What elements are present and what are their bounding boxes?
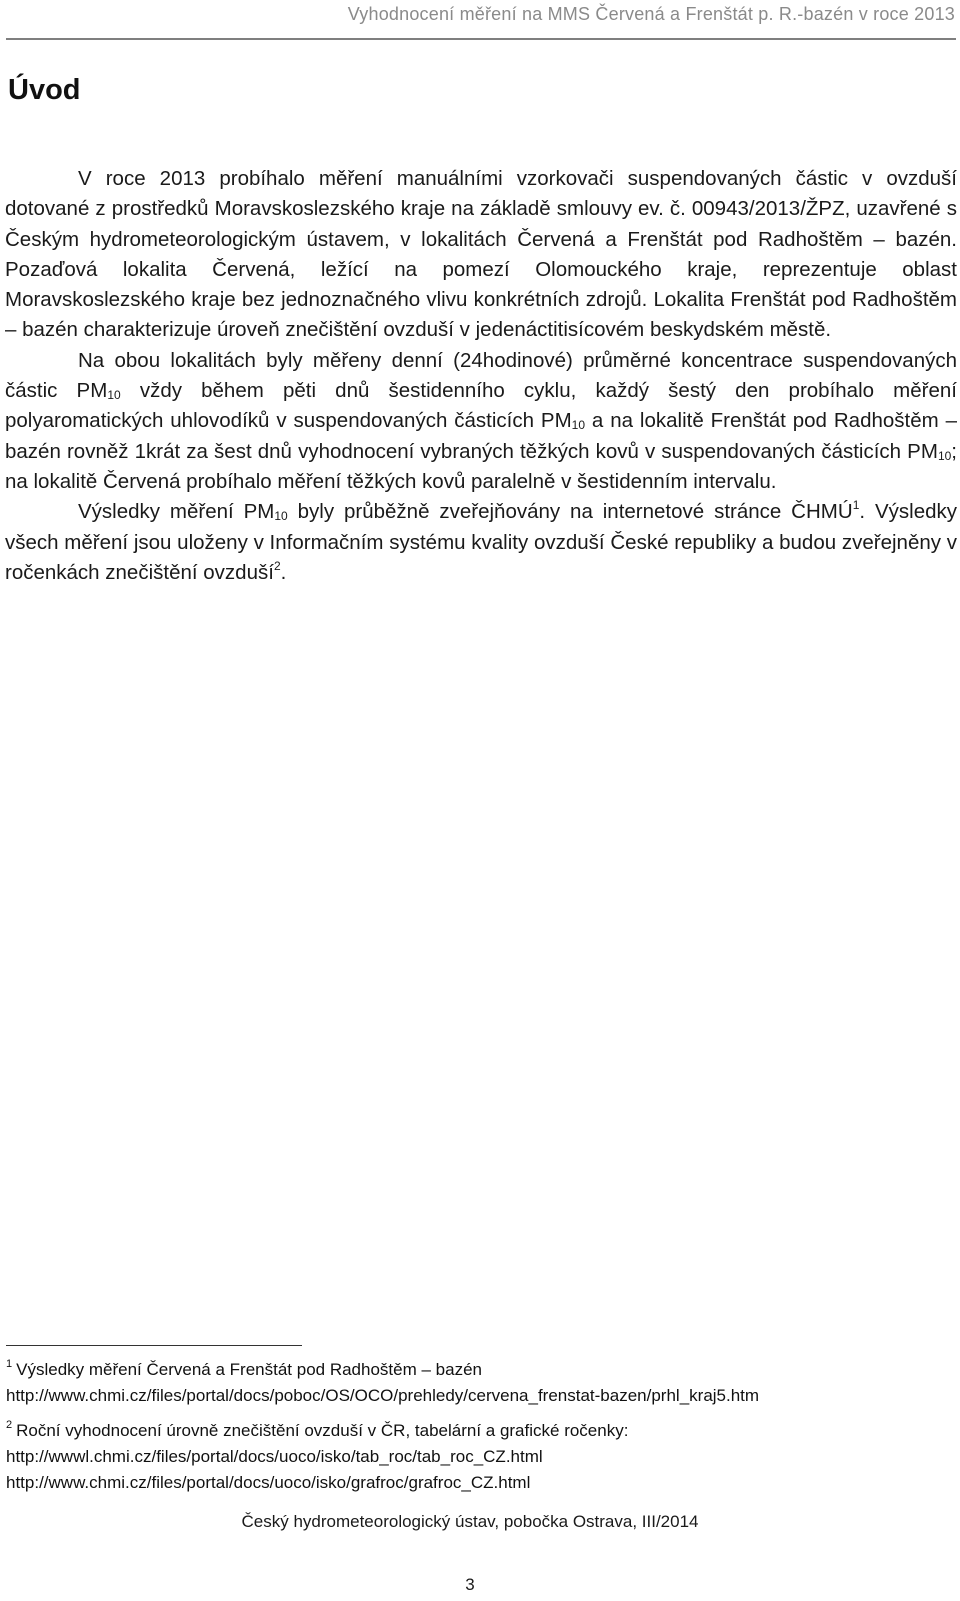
footnote-mark: 1 bbox=[6, 1358, 13, 1370]
footnote-reference-1[interactable]: 1 bbox=[852, 498, 860, 513]
footnote-text: Roční vyhodnocení úrovně znečištění ovzduší v ČR, tabelární a grafické ročenky: bbox=[16, 1421, 629, 1440]
pm10-subscript: 10 bbox=[274, 509, 288, 524]
paragraph-2-text: ; na lokalitě Červená probíhalo měření těžkých kovů paralelně v šestidenním intervalu. bbox=[5, 439, 957, 493]
header-divider bbox=[6, 38, 956, 40]
paragraph-3 bbox=[5, 497, 957, 588]
page-number: 3 bbox=[465, 1575, 475, 1594]
pm10-subscript: 10 bbox=[107, 388, 121, 403]
paragraph-3-text: byly průběžně zveřejňovány na internetové stránce ČHMÚ bbox=[287, 500, 853, 524]
paragraph-2 bbox=[5, 346, 957, 497]
footnote-mark: 2 bbox=[6, 1419, 13, 1431]
paragraph-3-text: . bbox=[280, 560, 287, 584]
footnote-link[interactable]: http://www.chmi.cz/files/portal/docs/poboc/OS/OCO/prehledy/cervena_frenstat-bazen/prhl_kraj5.htm bbox=[6, 1386, 760, 1405]
footnote-link[interactable]: http://www.chmi.cz/files/portal/docs/uoco/isko/grafroc/grafroc_CZ.html bbox=[6, 1473, 531, 1492]
footnote-text: Výsledky měření Červená a Frenštát pod Radhoštěm – bazén bbox=[16, 1360, 482, 1379]
footnote-1 bbox=[6, 1357, 956, 1409]
footnotes bbox=[6, 1357, 956, 1505]
footnote-reference-2[interactable]: 2 bbox=[273, 558, 281, 573]
paragraph-3-text: Výsledky měření PM bbox=[78, 500, 275, 524]
pm10-subscript: 10 bbox=[571, 418, 586, 433]
paragraph-3-text: . Výsledky všech měření jsou uloženy v Informačním systému kvality ovzduší České republiky a budou zveřejněny v ročenkách znečištění ovzduší bbox=[5, 500, 957, 584]
footnote-separator bbox=[6, 1345, 302, 1346]
pm10-subscript: 10 bbox=[937, 448, 952, 463]
section-title: Úvod bbox=[8, 74, 81, 106]
paragraph-2-text: Na obou lokalitách byly měřeny denní (24hodinové) průměrné koncentrace suspendovaných částic PM bbox=[5, 348, 957, 403]
paragraph-1: V roce 2013 probíhalo měření manuálními vzorkovači suspendovaných částic v ovzduší dotované z prostředků Moravskoslezského kraje na základě smlouvy ev. č. 00943/2013/ŽPZ, uzavřené s Českým hydrometeorologickým ústavem, v lokalitách Červená a Frenštát pod Radhoštěm – bazén. Pozaďová lokalita Červená, ležící na pomezí Olomouckého kraje, reprezentuje oblast Moravskoslezského kraje bez jednoznačného vlivu konkrétních zdrojů. Lokalita Frenštát pod Radhoštěm – bazén charakterizuje úroveň znečištění ovzduší v jedenáctitisícovém beskydském městě. bbox=[5, 167, 957, 342]
paragraph-2-text: vždy během pěti dnů šestidenního cyklu, každý šestý den probíhalo měření polyaromatických uhlovodíků v suspendovaných částicích PM bbox=[5, 379, 957, 433]
footnote-link[interactable]: http://wwwl.chmi.cz/files/portal/docs/uoco/isko/tab_roc/tab_roc_CZ.html bbox=[6, 1447, 543, 1466]
paragraph-2-text: a na lokalitě Frenštát pod Radhoštěm – bazén rovněž 1krát za šest dnů vyhodnocení vybraných těžkých kovů v suspendovaných částicích PM bbox=[5, 409, 957, 463]
page-footer: Český hydrometeorologický ústav, pobočka Ostrava, III/2014 bbox=[241, 1512, 699, 1531]
body-text bbox=[5, 164, 957, 588]
footnote-2 bbox=[6, 1418, 956, 1496]
running-header: Vyhodnocení měření na MMS Červená a Frenštát p. R.-bazén v roce 2013 bbox=[347, 4, 955, 24]
